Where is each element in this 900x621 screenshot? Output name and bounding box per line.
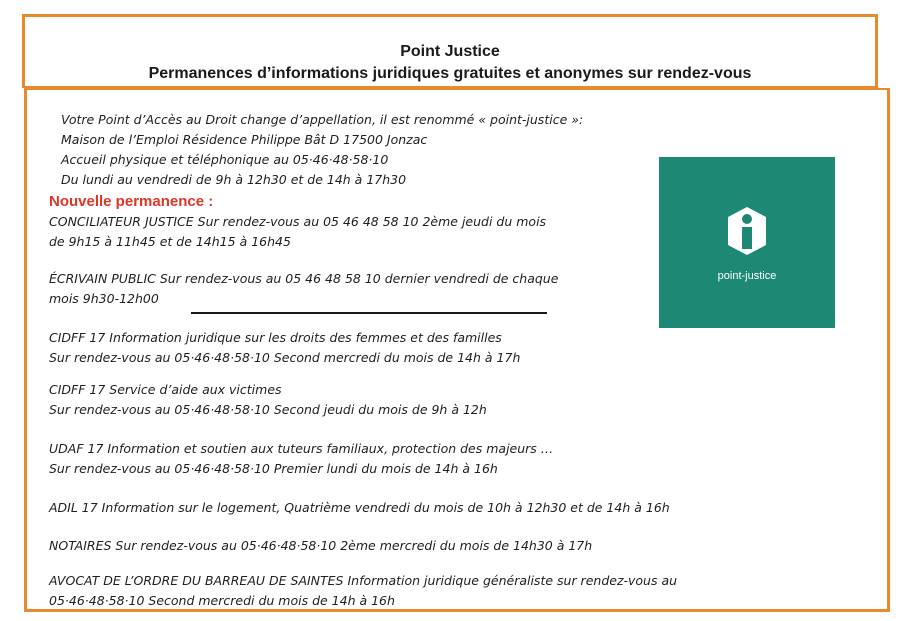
page-subtitle: Permanences d’informations juridiques gratuites et anonymes sur rendez-vous	[148, 65, 752, 82]
intro-line: Du lundi au vendredi de 9h à 12h30 et de 14h à 17h30	[61, 172, 407, 187]
page-title: Point Justice	[400, 43, 500, 60]
intro-line: Accueil physique et téléphonique au 05·46·48·58·10	[61, 152, 389, 167]
entry-line: Sur rendez-vous au 05·46·48·58·10 Premier lundi du mois de 14h à 16h	[49, 461, 498, 476]
entry-line: ÉCRIVAIN PUBLIC Sur rendez-vous au 05 46 48 58 10 dernier vendredi de chaque	[49, 271, 559, 286]
entry-line: ADIL 17 Information sur le logement, Quatrième vendredi du mois de 10h à 12h30 et de 14h à 16h	[49, 500, 670, 515]
entry-line: Sur rendez-vous au 05·46·48·58·10 Second jeudi du mois de 9h à 12h	[49, 402, 487, 417]
logo-text: point-justice	[717, 270, 777, 282]
new-permanence-heading: Nouvelle permanence :	[49, 193, 214, 210]
header-box	[22, 14, 878, 88]
entry-line: mois 9h30-12h00	[49, 291, 159, 306]
main-box	[24, 88, 890, 612]
entry-line: UDAF 17 Information et soutien aux tuteurs familiaux, protection des majeurs …	[49, 441, 554, 456]
entry-line: de 9h15 à 11h45 et de 14h15 à 16h45	[49, 234, 291, 249]
entry-line: 05·46·48·58·10 Second mercredi du mois de 14h à 16h	[49, 593, 395, 608]
entry-line: CONCILIATEUR JUSTICE Sur rendez-vous au 05 46 48 58 10 2ème jeudi du mois	[49, 214, 547, 229]
entry-line: CIDFF 17 Information juridique sur les droits des femmes et des familles	[49, 330, 502, 345]
divider	[191, 312, 547, 314]
entry-line: NOTAIRES Sur rendez-vous au 05·46·48·58·10 2ème mercredi du mois de 14h30 à 17h	[49, 538, 593, 553]
point-justice-logo	[659, 157, 835, 328]
entry-line: Sur rendez-vous au 05·46·48·58·10 Second mercredi du mois de 14h à 17h	[49, 350, 521, 365]
entry-line: CIDFF 17 Service d’aide aux victimes	[49, 382, 282, 397]
intro-line: Maison de l’Emploi Résidence Philippe Bât D 17500 Jonzac	[61, 132, 428, 147]
point-justice-logo-icon	[725, 205, 769, 257]
entry-line: AVOCAT DE L’ORDRE DU BARREAU DE SAINTES Information juridique généraliste sur rendez-vous au	[49, 573, 678, 588]
intro-line: Votre Point d’Accès au Droit change d’appellation, il est renommé « point-justice »:	[61, 112, 584, 127]
